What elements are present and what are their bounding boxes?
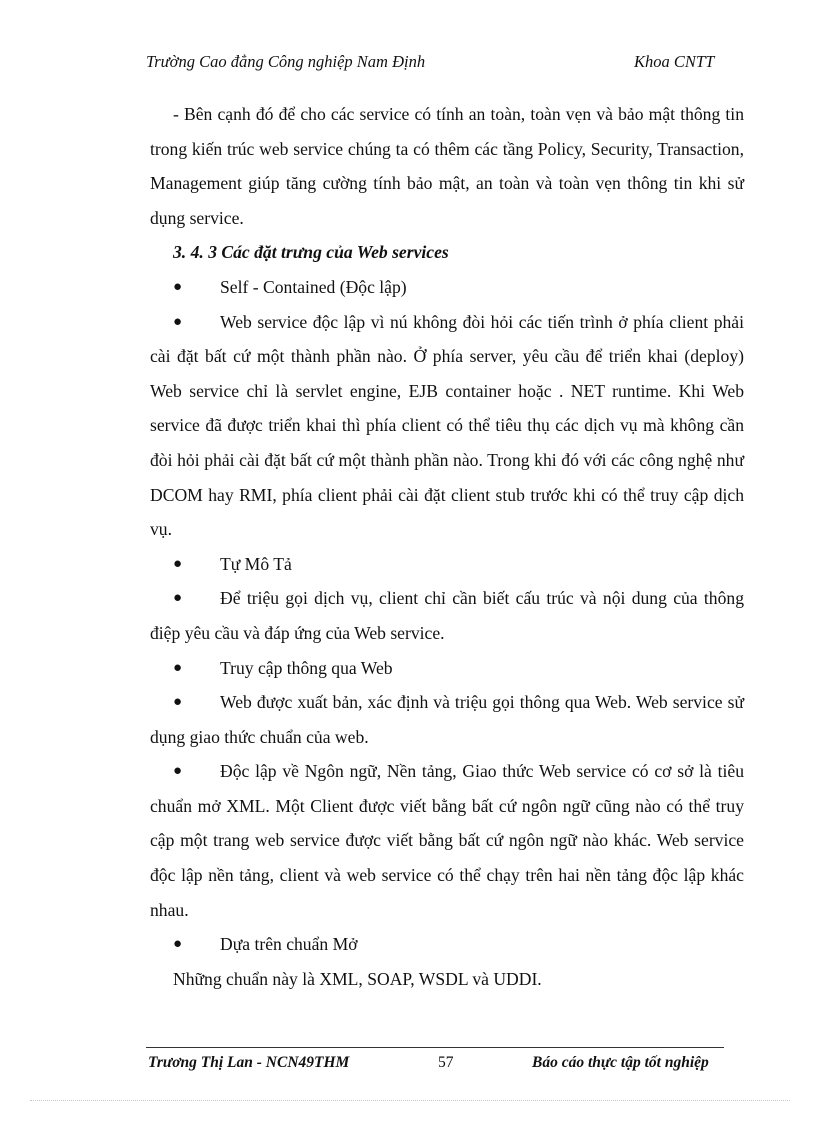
document-body <box>150 97 744 996</box>
bullet-icon: ● <box>173 555 183 572</box>
paragraph-text: Để triệu gọi dịch vụ, client chỉ cần biết cấu trúc và nội dung của thông điệp yêu cầu và đáp ứng của Web service. <box>150 588 744 643</box>
paragraph-truy-cap <box>150 685 744 754</box>
bullet-item-chuan-mo <box>150 927 744 962</box>
section-heading: 3. 4. 3 Các đặt trưng của Web services <box>173 242 449 263</box>
bullet-icon: ● <box>173 313 183 330</box>
paragraph-text: Web service độc lập vì nú không đòi hỏi các tiến trình ở phía client phải cài đặt bất cứ một thành phần nào. Ở phía server, yêu cầu để triển khai (deploy) Web service chỉ là servlet engine, EJB container hoặc . NET runtime. Khi Web service đã được triển khai thì phía client có thể tiêu thụ các dịch vụ mà không cần đòi hỏi phải cài đặt bất cứ một thành phần nào. Trong khi đó với các công nghệ như DCOM hay RMI, phía client phải cài đặt client stub trước khi có thể truy cập dịch vụ. <box>150 311 744 540</box>
paragraph-self-contained <box>150 305 744 547</box>
footer-author: Trương Thị Lan - NCN49THM <box>148 1054 350 1071</box>
footer-report-title: Báo cáo thực tập tốt nghiệp <box>532 1054 709 1071</box>
footer-page-number: 57 <box>438 1054 454 1071</box>
paragraph-tu-mo-ta <box>150 581 744 650</box>
bullet-label: Tự Mô Tả <box>220 553 292 574</box>
bullet-icon: ● <box>173 590 183 607</box>
paragraph-doc-lap <box>150 754 744 927</box>
bullet-item-self-contained <box>150 270 744 305</box>
bullet-icon: ● <box>173 278 183 295</box>
bullet-label: Truy cập thông qua Web <box>220 657 393 678</box>
paragraph-text: Web được xuất bản, xác định và triệu gọi thông qua Web. Web service sử dụng giao thức chuẩn của web. <box>150 692 744 747</box>
bullet-icon: ● <box>173 936 183 953</box>
bullet-icon: ● <box>173 694 183 711</box>
bullet-item-tu-mo-ta <box>150 547 744 582</box>
header-department: Khoa CNTT <box>634 52 715 71</box>
page-bottom-dotted-line <box>30 1100 790 1101</box>
intro-paragraph: - Bên cạnh đó để cho các service có tính an toàn, toàn vẹn và bảo mật thông tin trong kiến trúc web service chúng ta có thêm các tầng Policy, Security, Transaction, Management giúp tăng cường tính bảo mật, an toàn và toàn vẹn thông tin khi sử dụng service. <box>150 104 744 228</box>
header-school: Trường Cao đẳng Công nghiệp Nam Định <box>146 52 426 71</box>
footer-divider <box>146 1047 724 1048</box>
bullet-label: Self - Contained (Độc lập) <box>220 276 407 297</box>
bullet-icon: ● <box>173 659 183 676</box>
closing-paragraph: Những chuẩn này là XML, SOAP, WSDL và UDDI. <box>173 968 542 989</box>
paragraph-text: Độc lập về Ngôn ngữ, Nền tảng, Giao thức Web service có cơ sở là tiêu chuẩn mở XML. Một Client được viết bằng bất cứ ngôn ngữ cũng nào có thể truy cập một trang web service được viết bằng bất cứ ngôn ngữ nào khác. Web service độc lập nền tảng, client và web service có thể chạy trên hai nền tảng độc lập khác nhau. <box>150 761 744 920</box>
bullet-label: Dựa trên chuẩn Mở <box>220 934 358 955</box>
bullet-item-truy-cap <box>150 651 744 686</box>
bullet-icon: ● <box>173 763 183 780</box>
